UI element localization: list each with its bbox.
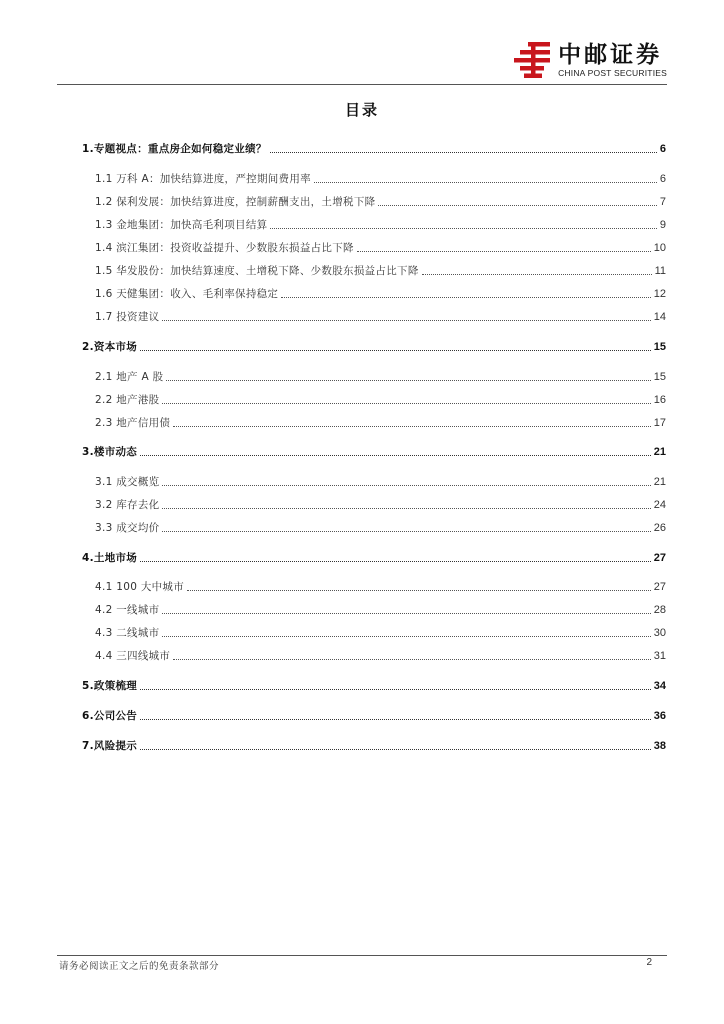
toc-entry[interactable] — [82, 239, 666, 255]
toc-entry[interactable] — [82, 707, 666, 723]
toc-entry[interactable] — [82, 578, 666, 594]
toc-entry[interactable] — [82, 391, 666, 407]
toc-dot-leader — [140, 719, 651, 720]
toc-dot-leader — [140, 350, 651, 351]
toc-dot-leader — [162, 403, 650, 404]
toc-entry-label: 2.1 地产 A 股 — [95, 371, 164, 383]
toc-entry[interactable] — [82, 549, 666, 565]
toc-entry-label: 2.2 地产港股 — [95, 394, 160, 406]
toc-dot-leader — [162, 320, 650, 321]
toc-entry[interactable] — [82, 677, 666, 693]
toc-entry-label: 4.2 一线城市 — [95, 604, 160, 616]
toc-dot-leader — [162, 508, 650, 509]
toc-entry-page: 27 — [653, 552, 666, 564]
toc-entry[interactable] — [82, 601, 666, 617]
toc-entry[interactable] — [82, 473, 666, 489]
toc-entry[interactable] — [82, 368, 666, 384]
toc-entry-label: 1.2 保利发展：加快结算进度，控制薪酬支出，土增税下降 — [95, 196, 376, 208]
toc-dot-leader — [422, 274, 652, 275]
toc-dot-leader — [281, 297, 651, 298]
toc-entry-label: 7.风险提示 — [82, 740, 138, 752]
toc-entry-label: 1.6 天健集团：收入、毛利率保持稳定 — [95, 288, 279, 300]
toc-dot-leader — [162, 613, 650, 614]
toc-dot-leader — [166, 380, 650, 381]
toc-entry-page: 16 — [653, 394, 666, 406]
toc-entry-label: 1.专题视点：重点房企如何稳定业绩？ — [82, 143, 267, 155]
toc-entry-page: 17 — [653, 417, 666, 429]
toc-entry[interactable] — [82, 737, 666, 753]
footer-divider — [57, 955, 667, 956]
toc-entry-page: 24 — [653, 499, 666, 511]
toc-entry-label: 3.3 成交均价 — [95, 522, 160, 534]
toc-entry[interactable] — [82, 519, 666, 535]
toc-dot-leader — [140, 749, 651, 750]
toc-dot-leader — [162, 485, 650, 486]
toc-dot-leader — [140, 561, 651, 562]
toc-entry-label: 6.公司公告 — [82, 710, 138, 722]
toc-entry-label: 3.2 库存去化 — [95, 499, 160, 511]
header-divider — [57, 84, 667, 85]
toc-entry-page: 27 — [653, 581, 666, 593]
toc-entry-page: 21 — [653, 446, 666, 458]
toc-entry[interactable] — [82, 443, 666, 459]
toc-entry-page: 11 — [654, 265, 666, 277]
toc-entry-page: 12 — [653, 288, 666, 300]
toc-entry-label: 2.3 地产信用债 — [95, 417, 171, 429]
toc-entry-label: 3.1 成交概览 — [95, 476, 160, 488]
toc-entry-label: 2.资本市场 — [82, 341, 138, 353]
toc-entry-page: 9 — [659, 219, 666, 231]
toc-entry-page: 6 — [659, 173, 666, 185]
toc-dot-leader — [140, 689, 651, 690]
toc-dot-leader — [173, 659, 651, 660]
toc-entry-page: 34 — [653, 680, 666, 692]
toc-entry[interactable] — [82, 338, 666, 354]
toc-entry-label: 1.7 投资建议 — [95, 311, 160, 323]
toc-entry-label: 1.4 滨江集团：投资收益提升、少数股东损益占比下降 — [95, 242, 354, 254]
toc-entry-label: 4.3 二线城市 — [95, 627, 160, 639]
toc-entry-label: 4.土地市场 — [82, 552, 138, 564]
toc-entry-page: 14 — [653, 311, 666, 323]
page-header — [57, 40, 667, 86]
brand-name-cn: 中邮证券 — [558, 42, 663, 68]
toc-entry-label: 4.1 100 大中城市 — [95, 581, 185, 593]
toc-entry-page: 6 — [659, 143, 666, 155]
toc-dot-leader — [173, 426, 651, 427]
toc-entry-page: 26 — [653, 522, 666, 534]
toc-entry[interactable] — [82, 262, 666, 278]
footer-disclaimer: 请务必阅读正文之后的免责条款部分 — [59, 961, 220, 972]
toc-entry-label: 1.3 金地集团：加快高毛利项目结算 — [95, 219, 268, 231]
toc-dot-leader — [140, 455, 651, 456]
toc-entry-page: 15 — [653, 341, 666, 353]
toc-entry-page: 36 — [653, 710, 666, 722]
toc-entry[interactable] — [82, 624, 666, 640]
toc-dot-leader — [162, 531, 650, 532]
page-number: 2 — [646, 957, 652, 968]
toc-entry-page: 21 — [653, 476, 666, 488]
toc-dot-leader — [378, 205, 656, 206]
toc-entry[interactable] — [82, 285, 666, 301]
toc-entry-page: 28 — [653, 604, 666, 616]
toc-entry-label: 4.4 三四线城市 — [95, 650, 171, 662]
toc-entry[interactable] — [82, 193, 666, 209]
toc-entry[interactable] — [82, 170, 666, 186]
toc-entry-page: 30 — [653, 627, 666, 639]
china-post-emblem-icon — [514, 40, 554, 80]
toc-entry[interactable] — [82, 496, 666, 512]
toc-entry-label: 1.1 万科 A：加快结算进度，严控期间费用率 — [95, 173, 311, 185]
toc-entry[interactable] — [82, 308, 666, 324]
toc-dot-leader — [270, 228, 656, 229]
toc-entry[interactable] — [82, 216, 666, 232]
toc-entry[interactable] — [82, 414, 666, 430]
toc-entry-page: 7 — [659, 196, 666, 208]
toc-entry-label: 1.5 华发股份：加快结算速度、土增税下降、少数股东损益占比下降 — [95, 265, 419, 277]
toc-dot-leader — [187, 590, 651, 591]
toc-entry[interactable] — [82, 647, 666, 663]
toc-entry-label: 5.政策梳理 — [82, 680, 138, 692]
toc-dot-leader — [314, 182, 657, 183]
toc-entry-page: 10 — [653, 242, 666, 254]
brand-text — [558, 40, 667, 78]
toc-entry-page: 15 — [653, 371, 666, 383]
brand-name-en: CHINA POST SECURITIES — [558, 68, 667, 78]
toc-title: 目录 — [344, 101, 379, 119]
toc-dot-leader — [357, 251, 651, 252]
toc-entry-page: 38 — [653, 740, 666, 752]
brand-logo — [514, 40, 667, 84]
toc-dot-leader — [270, 152, 657, 153]
toc-entry-label: 3.楼市动态 — [82, 446, 138, 458]
toc-entry[interactable] — [82, 140, 666, 156]
toc-dot-leader — [162, 636, 650, 637]
toc-entry-page: 31 — [653, 650, 666, 662]
